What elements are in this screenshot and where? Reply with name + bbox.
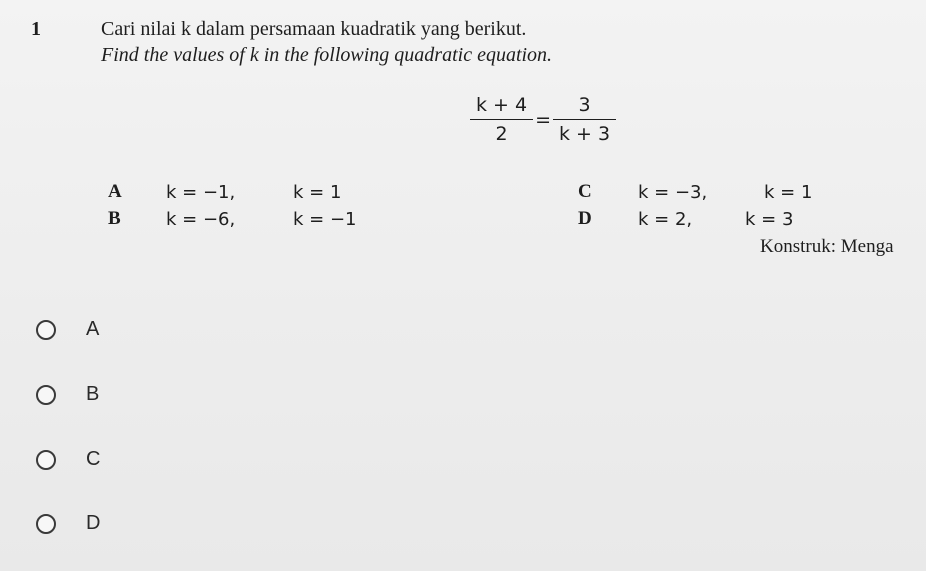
option-d-letter: D <box>578 208 592 229</box>
option-d-value2: k = 3 <box>745 209 794 230</box>
left-numerator: k + 4 <box>476 94 528 116</box>
answer-choice-d[interactable] <box>36 512 100 535</box>
option-b-value1: k = −6, <box>166 209 236 230</box>
answer-label-a: A <box>86 318 100 340</box>
question-text-english: Find the values of k in the following quadratic equation. <box>101 44 553 66</box>
radio-button-b[interactable] <box>36 385 56 405</box>
radio-button-a[interactable] <box>36 320 56 340</box>
answer-label-d: D <box>86 512 101 534</box>
answer-choice-b[interactable] <box>36 383 99 406</box>
option-c-letter: C <box>578 181 592 202</box>
option-c-value1: k = −3, <box>638 182 708 203</box>
left-denominator: 2 <box>470 119 533 145</box>
option-b-value2: k = −1 <box>293 209 357 230</box>
equals-sign: = <box>535 108 552 131</box>
right-numerator: 3 <box>578 94 591 116</box>
option-d-value1: k = 2, <box>638 209 693 230</box>
answer-label-b: B <box>86 383 100 405</box>
option-a-value2: k = 1 <box>293 182 342 203</box>
option-a-value1: k = −1, <box>166 182 236 203</box>
radio-button-c[interactable] <box>36 450 56 470</box>
equation <box>470 94 616 145</box>
radio-button-d[interactable] <box>36 514 56 534</box>
option-a-letter: A <box>108 181 122 202</box>
answer-label-c: C <box>86 448 101 470</box>
question-text-malay: Cari nilai k dalam persamaan kuadratik yang berikut. <box>101 18 527 40</box>
question-number: 1 <box>31 18 41 40</box>
answer-choice-a[interactable] <box>36 318 99 341</box>
option-b-letter: B <box>108 208 121 229</box>
answer-choice-c[interactable] <box>36 448 100 471</box>
option-c-value2: k = 1 <box>764 182 813 203</box>
right-fraction <box>553 94 616 145</box>
left-fraction <box>470 94 533 145</box>
right-denominator: k + 3 <box>553 119 616 145</box>
construct-note: Konstruk: Menga <box>760 236 894 257</box>
